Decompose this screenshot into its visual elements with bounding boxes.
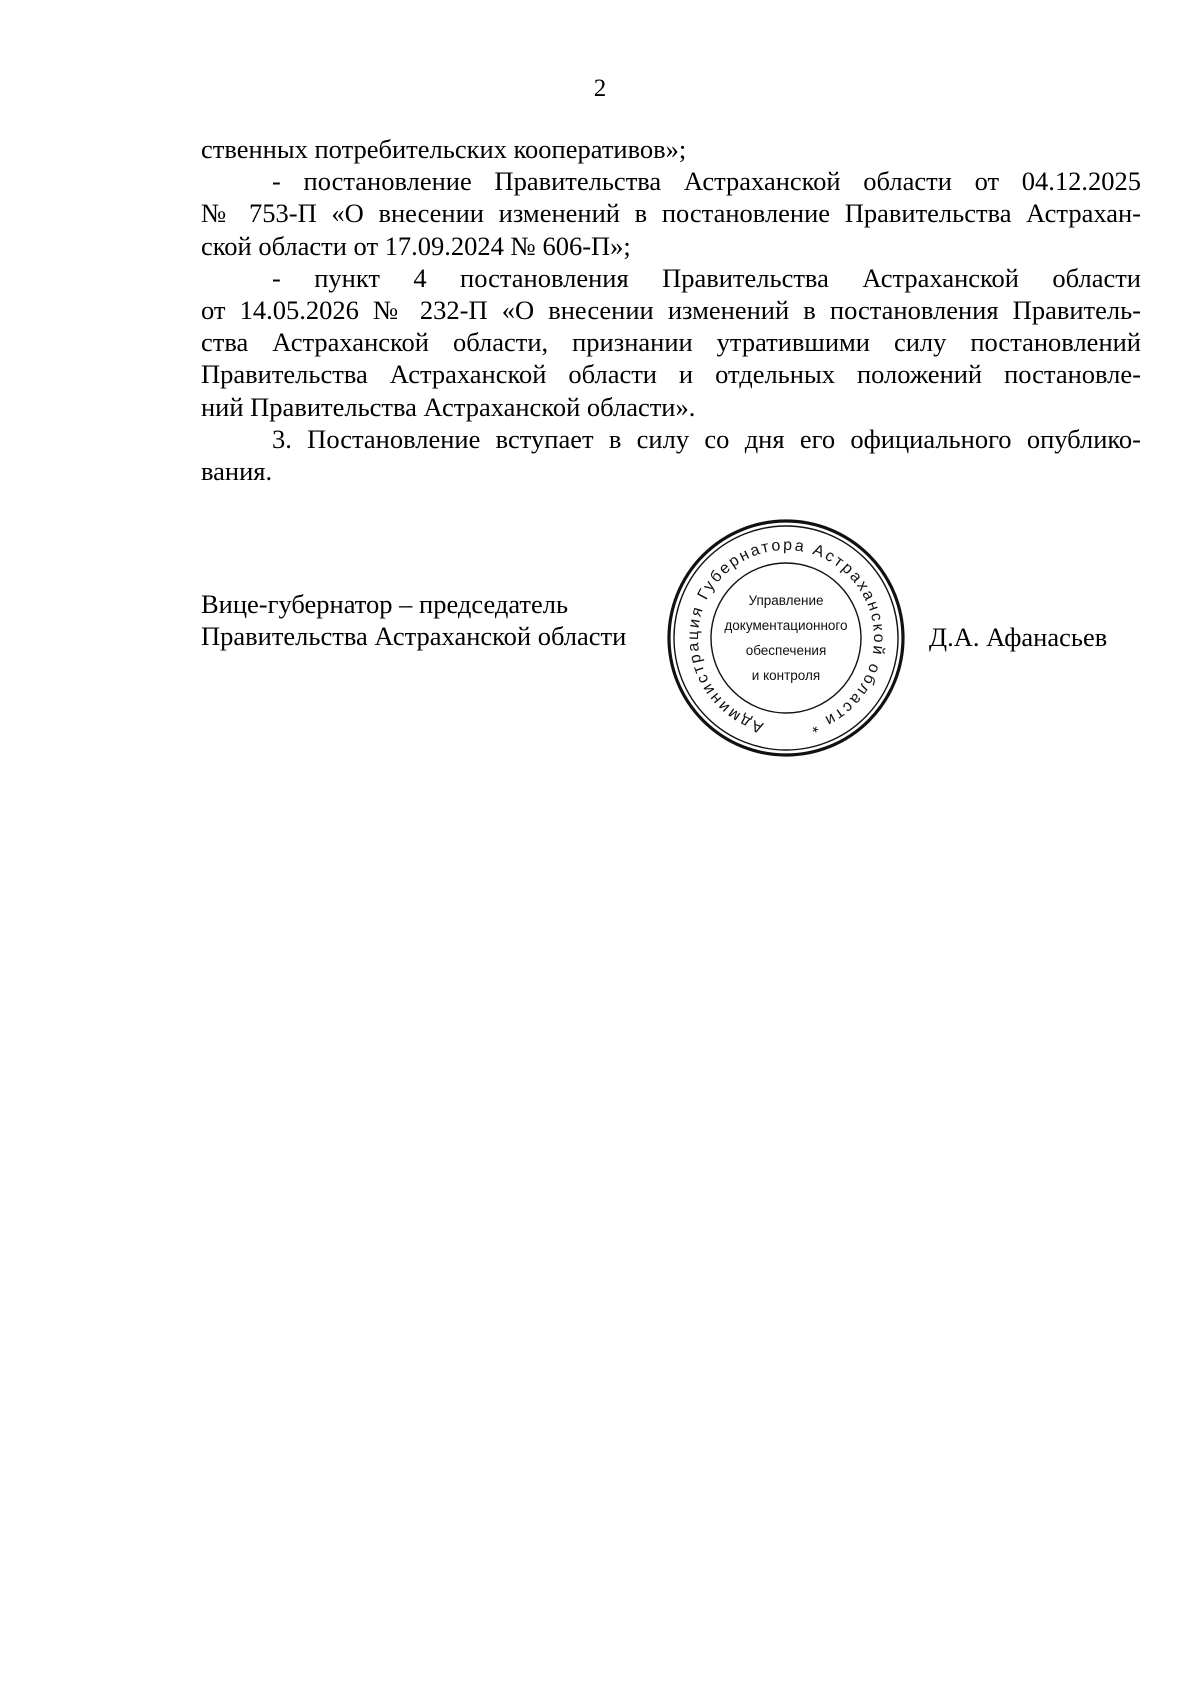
body-line: 3. Постановление вступает в силу со дня его официального опублико- [272, 423, 1141, 454]
body-line: ний Правительства Астраханской области». [201, 391, 696, 422]
body-line: - постановление Правительства Астраханской области от 04.12.2025 [272, 166, 1141, 197]
signatory-position-line: Правительства Астраханской области [201, 621, 627, 651]
body-line: от 14.05.2026 № 232-П «О внесении изменений в постановления Правитель- [201, 294, 1141, 325]
seal-center-line: обеспечения [745, 643, 827, 658]
signer-name: Д.А. Афанасьев [929, 622, 1108, 652]
body-line: - пункт 4 постановления Правительства Астраханской области [272, 262, 1141, 293]
seal-center-line: и контроля [751, 668, 821, 683]
body-line: вания. [201, 455, 273, 486]
document-body [201, 133, 1141, 487]
seal-center-line: документационного [724, 618, 848, 633]
page-number: 2 [593, 75, 607, 102]
signatory-position [201, 588, 626, 652]
seal-ring-text: Администрация Губернатора Астраханской области * [684, 536, 888, 736]
body-line: ственных потребительских кооперативов»; [201, 134, 687, 164]
seal-center-text [711, 588, 861, 688]
body-line: № 753-П «О внесении изменений в постановление Правительства Астрахан- [201, 198, 1141, 229]
signatory-position-line: Вице-губернатор – председатель [201, 589, 569, 619]
official-seal [664, 517, 908, 759]
body-line: ства Астраханской области, признании утратившими силу постановлений [201, 327, 1141, 358]
body-line: Правительства Астраханской области и отдельных положений постановле- [201, 359, 1141, 390]
seal-center-line: Управление [748, 593, 824, 608]
body-line: ской области от 17.09.2024 № 606-П»; [201, 230, 631, 261]
